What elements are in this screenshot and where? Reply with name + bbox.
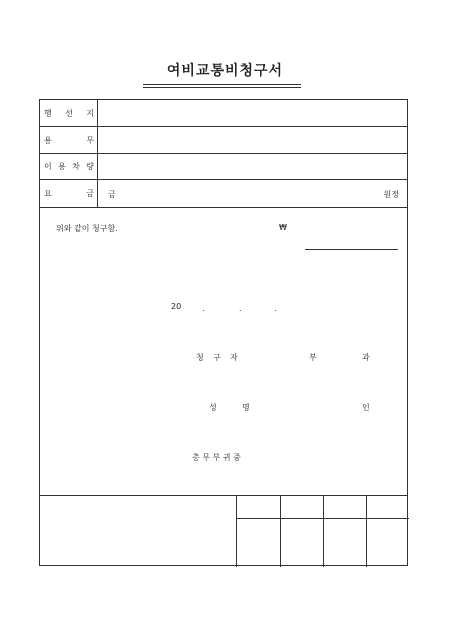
label-char: 요 (44, 189, 52, 198)
label-char: 지 (86, 108, 94, 118)
won-symbol: ₩ (279, 223, 287, 232)
destination-row (40, 100, 407, 127)
fare-label (40, 180, 98, 207)
claimant-char: 자 (230, 353, 238, 362)
fare-prefix: 금 (108, 190, 116, 199)
amount-line (305, 249, 398, 250)
name-char: 성 (209, 403, 217, 412)
destination-label (40, 100, 98, 126)
approval-divider (236, 495, 237, 567)
title-underline-bottom (143, 87, 301, 88)
name-char: 명 (242, 403, 250, 412)
claim-form (39, 99, 408, 566)
date-dot: . (239, 304, 242, 313)
purpose-row (40, 127, 407, 154)
approval-divider (366, 495, 367, 567)
approval-divider (280, 495, 281, 567)
claim-statement: 위와 같이 청구함. (56, 224, 118, 233)
label-char: 용 (58, 162, 66, 171)
purpose-label (40, 127, 98, 153)
section-label: 과 (362, 353, 370, 362)
date-dot: . (202, 304, 205, 313)
form-title: 여비교통비청구서 (166, 63, 284, 79)
label-char: 량 (86, 162, 94, 171)
addressee: 총 무 부 귀 중 (192, 453, 241, 462)
vehicle-label (40, 154, 98, 179)
approval-grid-top (40, 495, 407, 496)
label-char: 선 (65, 108, 73, 118)
label-char: 용 (44, 135, 52, 145)
label-char: 차 (72, 162, 80, 171)
label-char: 무 (86, 135, 94, 145)
date-dot: . (274, 304, 277, 313)
department-label: 부 (309, 353, 317, 362)
label-char: 행 (44, 108, 52, 118)
fare-suffix: 원정 (383, 190, 399, 199)
vehicle-row (40, 154, 407, 180)
label-char: 이 (44, 162, 52, 171)
label-char: 금 (86, 189, 94, 198)
date-year-prefix: 20 (171, 302, 182, 311)
seal-label: 인 (362, 403, 370, 412)
fare-row (40, 180, 407, 208)
claimant-char: 청 (196, 353, 204, 362)
claimant-char: 구 (213, 353, 221, 362)
title-underline-top (143, 84, 301, 85)
approval-divider (323, 495, 324, 567)
